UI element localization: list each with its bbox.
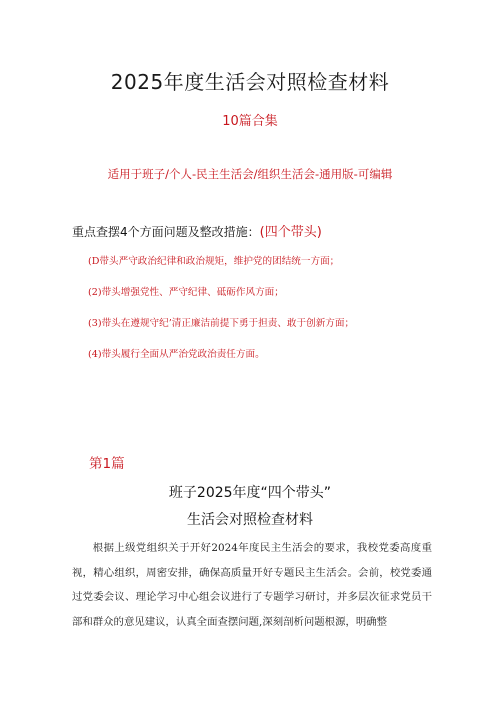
focus-item: (2)带头增强党性、严守纪律、砥砺作风方面；	[88, 287, 284, 298]
chapter-title-line-2: 生活会对照检查材料	[187, 512, 313, 528]
chapter-label: 第1篇	[89, 456, 125, 472]
focus-heading	[72, 221, 472, 240]
chapter-title-line-1: 班子2025年度“四个带头”	[168, 485, 332, 501]
focus-item: (3)带头在遵规守纪’清正廉洁前提下勇于担责、敢于创新方面；	[88, 318, 355, 329]
focus-heading-text: 重点查摆4个方面问题及整改措施：	[72, 225, 260, 239]
document-title: 2025年度生活会对照检查材料	[110, 70, 390, 94]
applies-to-note: 适用于班子/个人-民主生活会/组织生活会-通用版-可编辑	[107, 167, 393, 181]
focus-item: (D带头严守政治纪律和政治规矩，维护党的团结统一方面；	[88, 256, 340, 267]
focus-item: (4)带头履行全面从严治党政治责任方面。	[88, 349, 265, 360]
document-subtitle: 10篇合集	[222, 114, 278, 129]
focus-heading-paren: (四个带头)	[259, 225, 322, 240]
focus-item-list	[88, 256, 478, 380]
chapter-body-paragraph: 根据上级党组织关于开好2024年度民主生活会的要求，我校党委高度重视，精心组织，周密安排，确保高质量开好专题民主生活会。会前，校党委通过党委会议、理论学习中心组会议进行了专题学习研讨，并多层次征求党员干部和群众的意见建议，认真全面查摆问题,深刻剖析问题根源，明确整	[72, 542, 432, 628]
